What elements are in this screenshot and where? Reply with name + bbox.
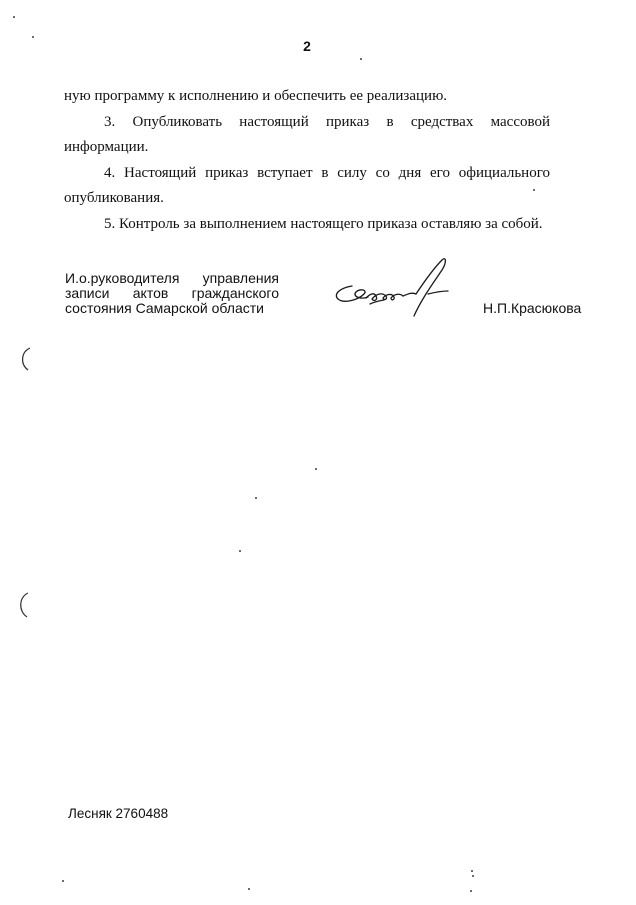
- punch-hole-mark: [18, 346, 34, 372]
- position-line: И.о.руководителя управления: [65, 270, 279, 286]
- scan-speck: [315, 468, 317, 470]
- handwritten-signature: [330, 254, 470, 324]
- scan-speck: [13, 16, 15, 18]
- scan-speck: [248, 888, 250, 890]
- signatory-position: [65, 271, 279, 316]
- signer-name: Н.П.Красюкова: [483, 300, 582, 316]
- document-body: [64, 84, 550, 237]
- page-number: 2: [303, 38, 311, 54]
- scan-speck: [470, 890, 472, 892]
- scan-speck: [62, 880, 64, 882]
- scan-speck: [533, 189, 535, 191]
- paragraph-continuation: ную программу к исполнению и обеспечить ее реализацию.: [64, 88, 448, 104]
- punch-hole-mark: [16, 591, 32, 619]
- position-line: состояния Самарской области: [65, 300, 264, 316]
- paragraph-item-4: 4. Настоящий приказ вступает в силу со дня его официального опубликования.: [64, 164, 550, 206]
- paragraph-item-5: 5. Контроль за выполнением настоящего приказа оставляю за собой.: [104, 215, 543, 232]
- position-line: записи актов гражданского: [65, 285, 279, 301]
- scan-speck: [32, 36, 34, 38]
- executor-note: Лесняк 2760488: [68, 806, 169, 821]
- scan-speck: [472, 875, 474, 877]
- scan-speck: [255, 497, 257, 499]
- paragraph-item-3: 3. Опубликовать настоящий приказ в средствах массовой информации.: [64, 113, 550, 155]
- scan-speck: [360, 58, 362, 60]
- scan-speck: [239, 550, 241, 552]
- scan-speck: [471, 870, 473, 872]
